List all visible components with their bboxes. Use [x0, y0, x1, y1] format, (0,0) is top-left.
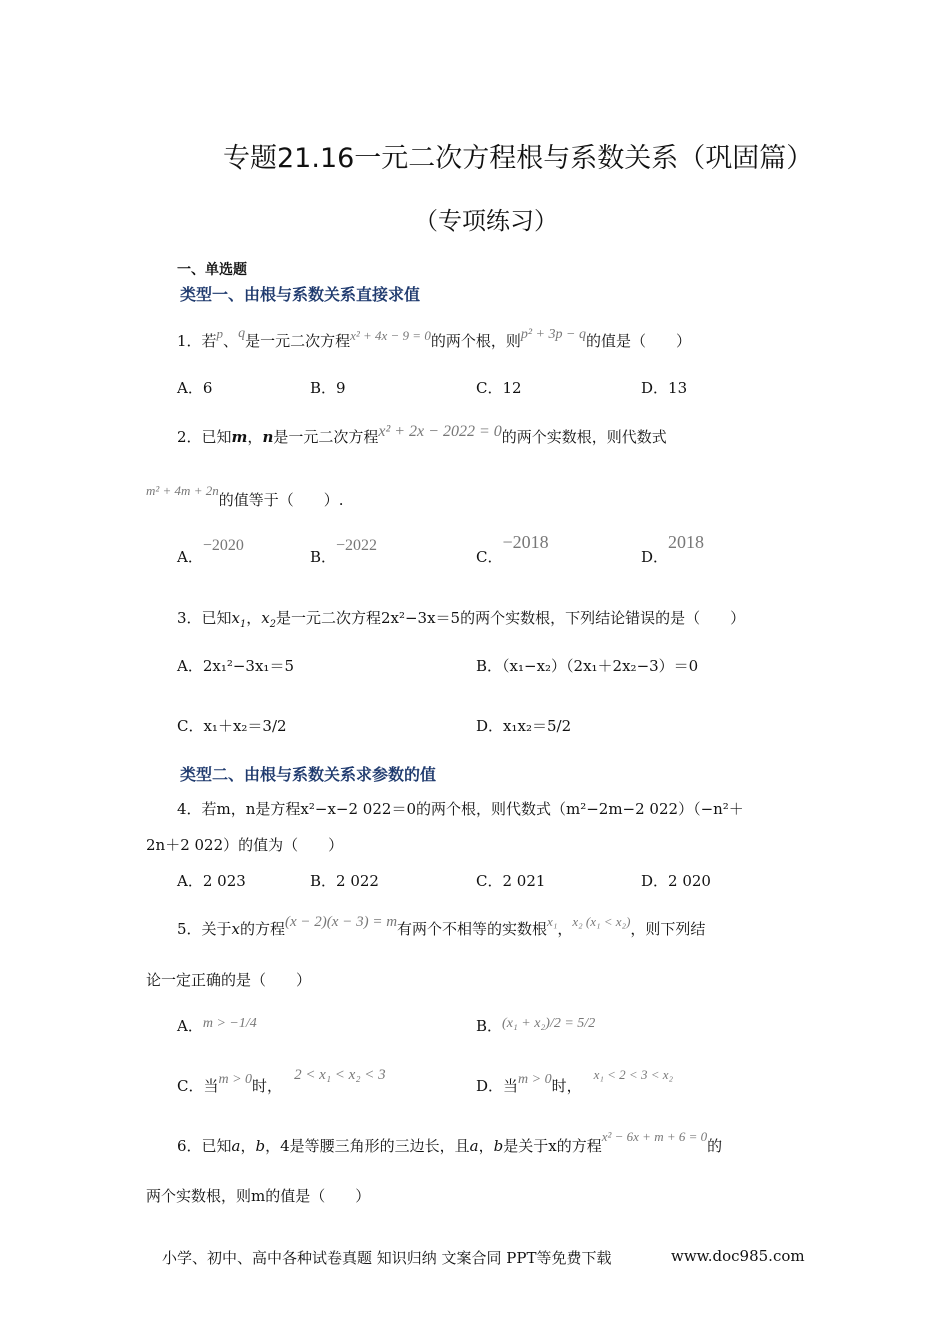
q3-option-a[interactable]: A．2x₁²−3x₁＝5: [177, 657, 294, 675]
q1-option-c[interactable]: C．12: [476, 379, 522, 397]
type-heading-2: 类型二、由根与系数关系求参数的值: [180, 765, 437, 784]
section-heading: 一、单选题: [177, 262, 247, 278]
question-1: 1．若p、q是一元二次方程x² + 4x − 9 = 0的两个根，则p² + 3p − q的值是（ ）: [177, 326, 691, 350]
footer-text: 小学、初中、高中各种试卷真题 知识归纳 文案合同 PPT等免费下载: [162, 1249, 612, 1267]
q5-option-a[interactable]: A．m > −1/4: [177, 1016, 257, 1035]
question-5: 5．关于x的方程(x − 2)(x − 3) = m有两个不相等的实数根x₁，x₂ (x₁ < x₂)，则下列结: [177, 914, 706, 938]
question-6-line-2: 两个实数根，则m的值是（ ）: [146, 1187, 371, 1205]
question-4-line-2: 2n＋2 022）的值为（ ）: [146, 836, 344, 854]
q5-option-d[interactable]: D．当m > 0时，x₁ < 2 < 3 < x₂: [476, 1067, 674, 1095]
page-title: 专题21.16一元二次方程根与系数关系（巩固篇）: [223, 143, 814, 174]
q3-option-d[interactable]: D．x₁x₂＝5/2: [476, 717, 572, 735]
q2-option-d[interactable]: D．2018: [641, 532, 705, 566]
q4-option-d[interactable]: D．2 020: [641, 872, 711, 890]
question-6: 6．已知a，b，4是等腰三角形的三边长，且a，b是关于x的方程x² − 6x + m + 6 = 0的: [177, 1129, 723, 1155]
question-3: 3．已知$x_1$，$x_2$是一元二次方程2x²−3x＝5的两个实数根，下列结论错误的是（ ）: [177, 609, 746, 630]
type-heading-1: 类型一、由根与系数关系直接求值: [180, 285, 421, 304]
q4-option-c[interactable]: C．2 021: [476, 872, 546, 890]
q2-option-c[interactable]: C．−2018: [476, 532, 549, 566]
footer-link[interactable]: www.doc985.com: [671, 1247, 805, 1265]
q1-option-d[interactable]: D．13: [641, 379, 688, 397]
q2-option-a[interactable]: A．−2020: [177, 537, 244, 566]
q4-option-b[interactable]: B．2 022: [310, 872, 379, 890]
q2-option-b[interactable]: B．−2022: [310, 537, 378, 566]
question-5-line-2: 论一定正确的是（ ）: [146, 971, 312, 989]
question-2: 2．已知m，n是一元二次方程x² + 2x − 2022 = 0的两个实数根，则代数式: [177, 423, 667, 446]
page-subtitle: （专项练习）: [414, 207, 558, 235]
q2-expression: m² + 4m + 2n的值等于（ ）.: [146, 483, 344, 509]
q1-option-a[interactable]: A．6: [177, 379, 213, 397]
q3-option-b[interactable]: B．（x₁−x₂）（2x₁＋2x₂−3）＝0: [476, 657, 699, 675]
q1-option-b[interactable]: B．9: [310, 379, 346, 397]
q5-option-c[interactable]: C．当m > 0时，2 < x₁ < x₂ < 3: [177, 1067, 386, 1095]
q4-option-a[interactable]: A．2 023: [177, 872, 246, 890]
q5-option-b[interactable]: B．(x₁ + x₂)/2 = 5/2: [476, 1016, 596, 1035]
q3-option-c[interactable]: C．x₁＋x₂＝3/2: [177, 717, 287, 735]
question-4-line-1: 4．若m，n是方程x²−x−2 022＝0的两个根，则代数式（m²−2m−2 022）（−n²＋: [177, 800, 744, 818]
